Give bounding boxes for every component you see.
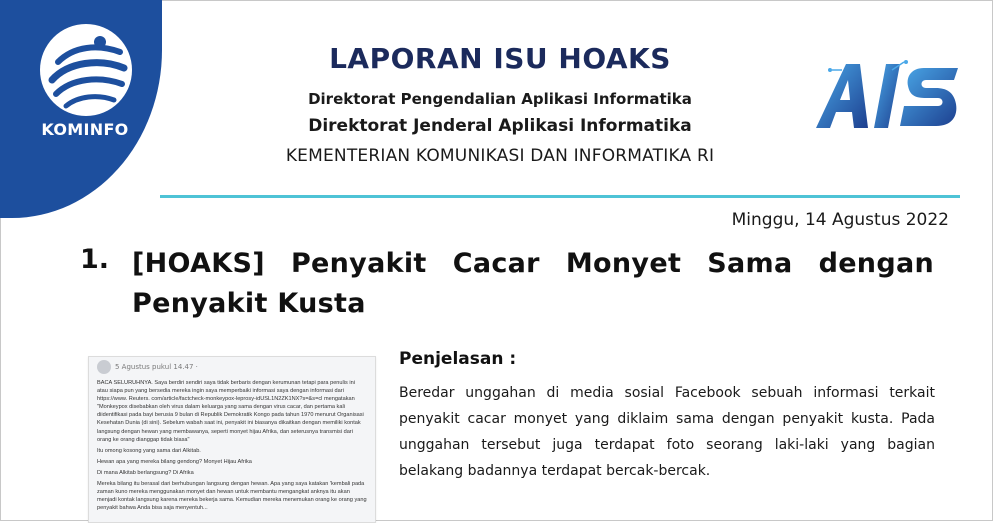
report-title: LAPORAN ISU HOAKS [329, 42, 671, 75]
post-paragraph: Itu omong kosong yang sama dari Alkitab. [97, 447, 201, 454]
post-timestamp: 5 Agustus pukul 14.47 · [115, 363, 198, 371]
report-date: Minggu, 14 Agustus 2022 [731, 210, 949, 230]
item-number: 1. [80, 244, 110, 275]
facebook-post-screenshot [88, 356, 376, 523]
ais-logo-icon [812, 60, 962, 132]
kominfo-logo-icon [38, 22, 134, 118]
post-body [97, 379, 367, 515]
avatar [97, 360, 111, 374]
explanation-heading: Penjelasan : [399, 349, 517, 369]
item-title: [HOAKS] Penyakit Cacar Monyet Sama dengan Penyakit Kusta [132, 248, 934, 319]
ministry-name: KEMENTERIAN KOMUNIKASI DAN INFORMATIKA RI [285, 146, 715, 166]
kominfo-brand-panel [0, 0, 162, 218]
post-paragraph: BACA SELURUHNYA. Saya berdiri sendiri saya tidak berbaris dengan kerumunan tetapi para penulis ini atau siapa pun yang bersedia mereka ingin saya memperbaiki informasi saya dengan informasi dari https://www. Reuters. com/article/factcheck-monkeypox-leprosy-idUSL1N2ZK1NX?s=&s=cl mengatakan "Monkeypox disebabkan oleh virus dalam keluarga yang sama dengan virus cacar, dan pertama kali diidentifikasi pada bayi berusia 9 bulan di Republik Demokratik Kongo pada tahun 1970 menurut Organisasi Kesehatan Dunia (di sini). Sebelum wabah saat ini, penyakit ini biasanya dikaitkan dengan memiliki kontak langsung dengan hewan yang membawanya, seperti monyet hijau Afrika, dan seterusnya transmisi dari orang ke orang dianggap tidak biasa" [97, 380, 364, 443]
header-divider [160, 195, 960, 198]
post-paragraph: Di mana Alkitab berlangsung? Di Afrika [97, 469, 194, 476]
post-paragraph: Mereka bilang itu berasal dari berhubungan langsung dengan hewan. Apa yang saya katakan 'kembali pada zaman kuno mereka menggunakan monyet dan hewan untuk membantu mengangkat anknya itu akan menjadi kontak langsung karena mereka bekerja sama. Kemudian mereka menemukan orang ke orang yang penyakit bahwa Anda bisa saja menyentuh... [97, 481, 367, 512]
explanation-body: Beredar unggahan di media sosial Facebook sebuah informasi terkait penyakit cacar monyet yang diklaim sama dengan penyakit kusta. Pada unggahan tersebut juga terdapat foto seorang laki-laki yang bagian belakang badannya terdapat bercak-bercak. [399, 385, 935, 479]
kominfo-wordmark: KOMINFO [41, 120, 129, 139]
directorate-name: Direktorat Pengendalian Aplikasi Informatika [308, 90, 692, 108]
directorate-general-name: Direktorat Jenderal Aplikasi Informatika [308, 116, 692, 136]
post-paragraph: Hewan apa yang mereka bilang gendong? Monyet Hijau Afrika [97, 458, 252, 465]
